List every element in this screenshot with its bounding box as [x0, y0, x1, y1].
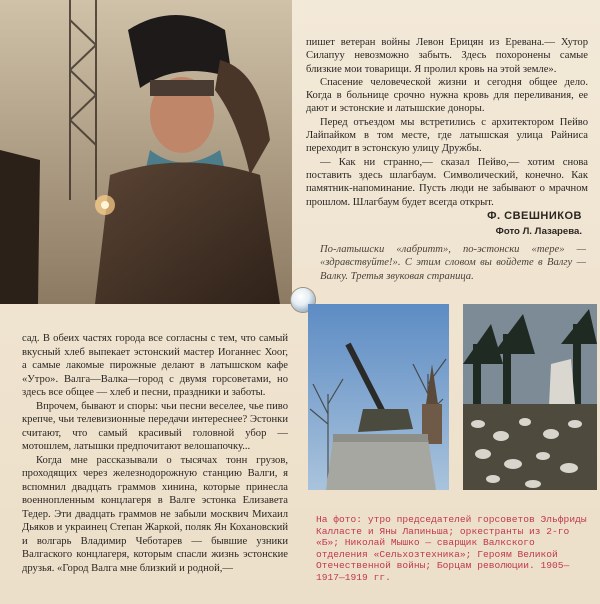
paragraph: Перед отъездом мы встретились с архитектором Пейво Лайпайком в том месте, где латышская улица Райниса переходит в эстонскую улицу Дружбы. [306, 116, 588, 155]
memorial-photo [463, 304, 597, 490]
article-column-left [22, 332, 288, 575]
article-column-right [306, 36, 588, 209]
paragraph: сад. В обеих частях города все согласны с тем, что самый вкусный хлеб выпекает эстонский мастер Иоганнес Хоог, а самые лакомые пирожные делают в латышском кафе «Утро». Валга—Валка—город с двумя горсоветами, но здесь все общее — хлеб и песни, праздники и заботы. [22, 333, 288, 398]
photo-caption: На фото: утро председателей горсоветов Эльфриды Калласте и Яны Лапиньша; оркестранты из 2-го «Б»; Николай Мышко — сварщик Валкского отделения «Сельхозтехника»; Героям Великой Отечественной войны; Борцам революции. 1905—1917—1919 гг. [316, 514, 587, 583]
paragraph: — Как ни странно,— сказал Пейво,— хотим снова поставить здесь шлагбаум. Символический, конечно. Как памятник-напоминание. Пусть люди не забывают о мрачном прошлом. Шлагбаум будет всегда открыт. [306, 156, 588, 208]
monument-photo [308, 304, 449, 490]
paragraph: Спасение человеческой жизни и сегодня общее дело. Когда в больнице срочно нужна кровь для переливания, ее дают и эстонские и латышские доноры. [306, 76, 588, 115]
memorial-photo-illustration [463, 304, 597, 490]
author-name: Ф. СВЕШНИКОВ [487, 210, 582, 222]
sound-page-note: По-латышски «лабритт», по-эстонски «тере» — «здравствуйте!». С этим словом вы войдете в Валгу — Валку. Третья звуковая страница. [320, 244, 586, 282]
paragraph: Впрочем, бывают и споры: чьи песни веселее, чье пиво крепче, чьи телевизионные передачи интереснее? Эстонки считают, что самый красивый головной убор — мотошлем, латышки предпочитают велошапочку... [22, 400, 288, 452]
welder-photo-illustration [0, 0, 292, 304]
signature-block [322, 210, 582, 237]
monument-photo-illustration [308, 304, 449, 490]
paragraph: Когда мне рассказывали о тысячах тонн грузов, проходящих через железнодорожную станцию Валги, я вспомнил двадцать граммов хинина, которые принесла военнопленным концлагеря в Валге эстонка Елизавета Тедер. Эти двадцать граммов не забыли москвич Михаил Дьяков и украинец Степан Жаркой, поляк Ян Кохановский и волгарь Владимир Чеботарев — бывшие узники Валгаского концлагеря, которым спасли жизнь эстонские друзья. «Город Валга мне близкий и родной,— [22, 454, 288, 574]
photo-credit: Фото Л. Лазарева. [495, 226, 582, 237]
welder-photo [0, 0, 292, 304]
paragraph: пишет ветеран войны Левон Ерицян из Еревана.— Хутор Силапуу невозможно забыть. Здесь похоронены самые близкие мои товарищи. Я пролил кровь на этой земле». [306, 37, 588, 75]
